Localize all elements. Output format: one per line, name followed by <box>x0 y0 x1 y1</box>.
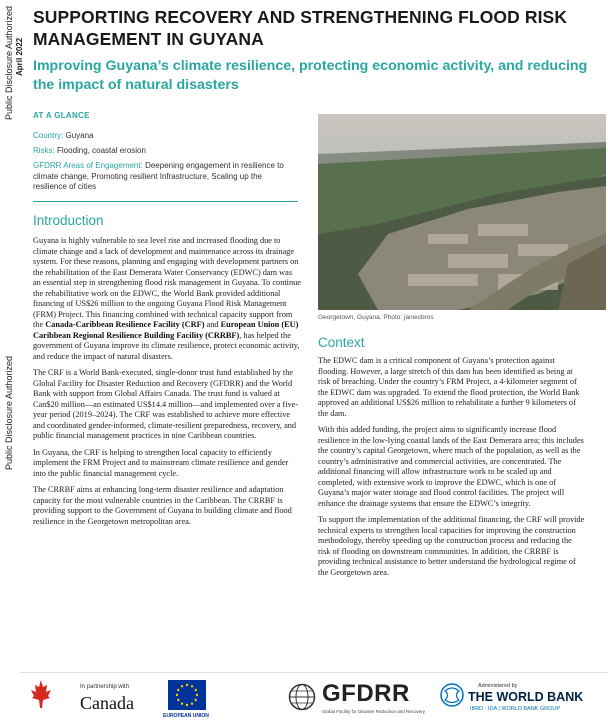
glance-areas <box>33 161 293 193</box>
world-bank-subtitle: IBRD · IDA | WORLD BANK GROUP <box>470 706 561 712</box>
gfdrr-subtitle: Global Facility for Disaster Reduction and Recovery <box>322 709 426 714</box>
eu-flag-icon <box>168 680 206 710</box>
glance-risks <box>33 146 293 157</box>
public-disclosure-label-bottom: Public Disclosure Authorized <box>4 355 14 470</box>
world-bank-globe-icon <box>440 683 464 707</box>
introduction-heading: Introduction <box>33 213 104 228</box>
administered-by-label: Administered by <box>478 683 518 689</box>
public-disclosure-label-top: Public Disclosure Authorized <box>4 5 14 120</box>
areas-value: Deepening engagement in resilience to climate change, Promoting resilient Infrastructure, Scaling up the resilience of cities <box>33 161 284 191</box>
georgetown-aerial-photo <box>318 114 606 310</box>
risks-value: Flooding, coastal erosion <box>57 146 146 155</box>
maple-leaf-icon <box>30 678 52 718</box>
context-paragraph-2: With this added funding, the project aims to significantly increase flood resilience in the low-lying coastal lands of the East Demerara area; this includes the country’s capital Georgetown, where much of the population, as well as the country’s administrative and commercial activities, are concentrated. The additional financing will allow infrastructure work to be scaled up and completed, with extensive work to improve the EDWC, which is one of Guyana’s major water storage and flood control facilities. The project will enhance the drainage systems that ensure the EDWC’s integrity. <box>318 425 584 508</box>
document-title: SUPPORTING RECOVERY AND STRENGTHENING FLOOD RISK MANAGEMENT IN GUYANA <box>33 7 568 49</box>
intro-paragraph-1: Guyana is highly vulnerable to sea level rise and increased flooding due to climate change and a lack of development and maintenance across its drainage system. For these reasons, planning and engaging with development partners on the rehabilitation of the East Demerara Water Conservancy (EDWC) dam was an essential step in strengthening flood risk management in Guyana. To continue the rehabilitative work on the EDWC, the World Bank provided additional financing of US$26 million to the ongoing Guyana Flood Risk Management (FRM) Project. This financing combined with technical capacity support from the Canada-Caribbean Resilience Facility (CRF) and European Union (EU) Caribbean Regional Resilience Building Facility (CRRBF), has helped the government of Guyana improve its climate resilience, protect economic activity, and reduce the impact of natural disasters. <box>33 236 301 361</box>
intro-paragraph-2: The CRF is a World Bank-executed, single-donor trust fund established by the Global Facility for Disaster Reduction and Recovery (GFDRR) and the World Bank with support from Global Affairs Canada. The trust fund is valued at Can$20 million—an estimated US$14.4 million—and implemented over a five-year period (2019–2024). The CRF was established to achieve more effective and coordinated gender-informed, climate-resilient preparedness, recovery, and public financial management practices in nine Caribbean countries. <box>33 368 299 440</box>
areas-key: GFDRR Areas of Engagement: <box>33 161 143 170</box>
country-value: Guyana <box>65 131 94 140</box>
glance-divider <box>33 201 298 202</box>
document-subtitle: Improving Guyana’s climate resilience, protecting economic activity, and reducing the impact of natural disasters <box>33 58 588 93</box>
introduction-body <box>33 236 301 533</box>
eu-label: EUROPEAN UNION <box>163 713 209 719</box>
photo-caption: Georgetown, Guyana. Photo: janiecbros <box>318 314 434 321</box>
context-body <box>318 356 586 584</box>
at-a-glance-heading: AT A GLANCE <box>33 111 90 120</box>
risks-key: Risks: <box>33 146 55 155</box>
glance-country <box>33 131 293 142</box>
canada-wordmark: Canada <box>80 693 134 713</box>
partnership-label: In partnership with <box>80 684 130 690</box>
intro-paragraph-4: The CRRBF aims at enhancing long-term disaster resilience and adaptation capacity for the most vulnerable countries in the Caribbean. The CRRBF is providing support to the Government of Guyana in building climate and flood resilience in the Georgetown metropolitan area. <box>33 485 292 526</box>
context-paragraph-3: To support the implementation of the additional financing, the CRF will provide technical experts to strengthen local capacities for improving the construction methodology, thereby speeding up the construction process and reducing the risk of flooding on downstream communities. In addition, the CRRBF is providing technical assistance to better understand the hydrological regime of the Georgetown area. <box>318 515 585 577</box>
context-paragraph-1: The EDWC dam is a critical component of Guyana’s protection against flooding. However, a large stretch of this dam has been identified as being at risk of breaching. Under the country’s FRM Project, a 4-kilometer segment of the EDWC dam was upgraded. To extend the flood protection, the World Bank approved an additional US$26 million to rehabilitate a further 9 kilometers of the dam. <box>318 356 580 418</box>
gfdrr-globe-icon <box>288 683 316 711</box>
gfdrr-wordmark: GFDRR <box>322 680 410 707</box>
date-label: April 2022 <box>15 37 24 76</box>
world-bank-wordmark: THE WORLD BANK <box>468 690 584 704</box>
context-heading: Context <box>318 335 365 350</box>
intro-paragraph-3: In Guyana, the CRF is helping to strengthen local capacity to efficiently implement the FRM Project and to mainstream climate resilience and gender into the public financial management cycle. <box>33 447 289 478</box>
country-key: Country: <box>33 131 64 140</box>
footer-divider <box>20 672 608 673</box>
